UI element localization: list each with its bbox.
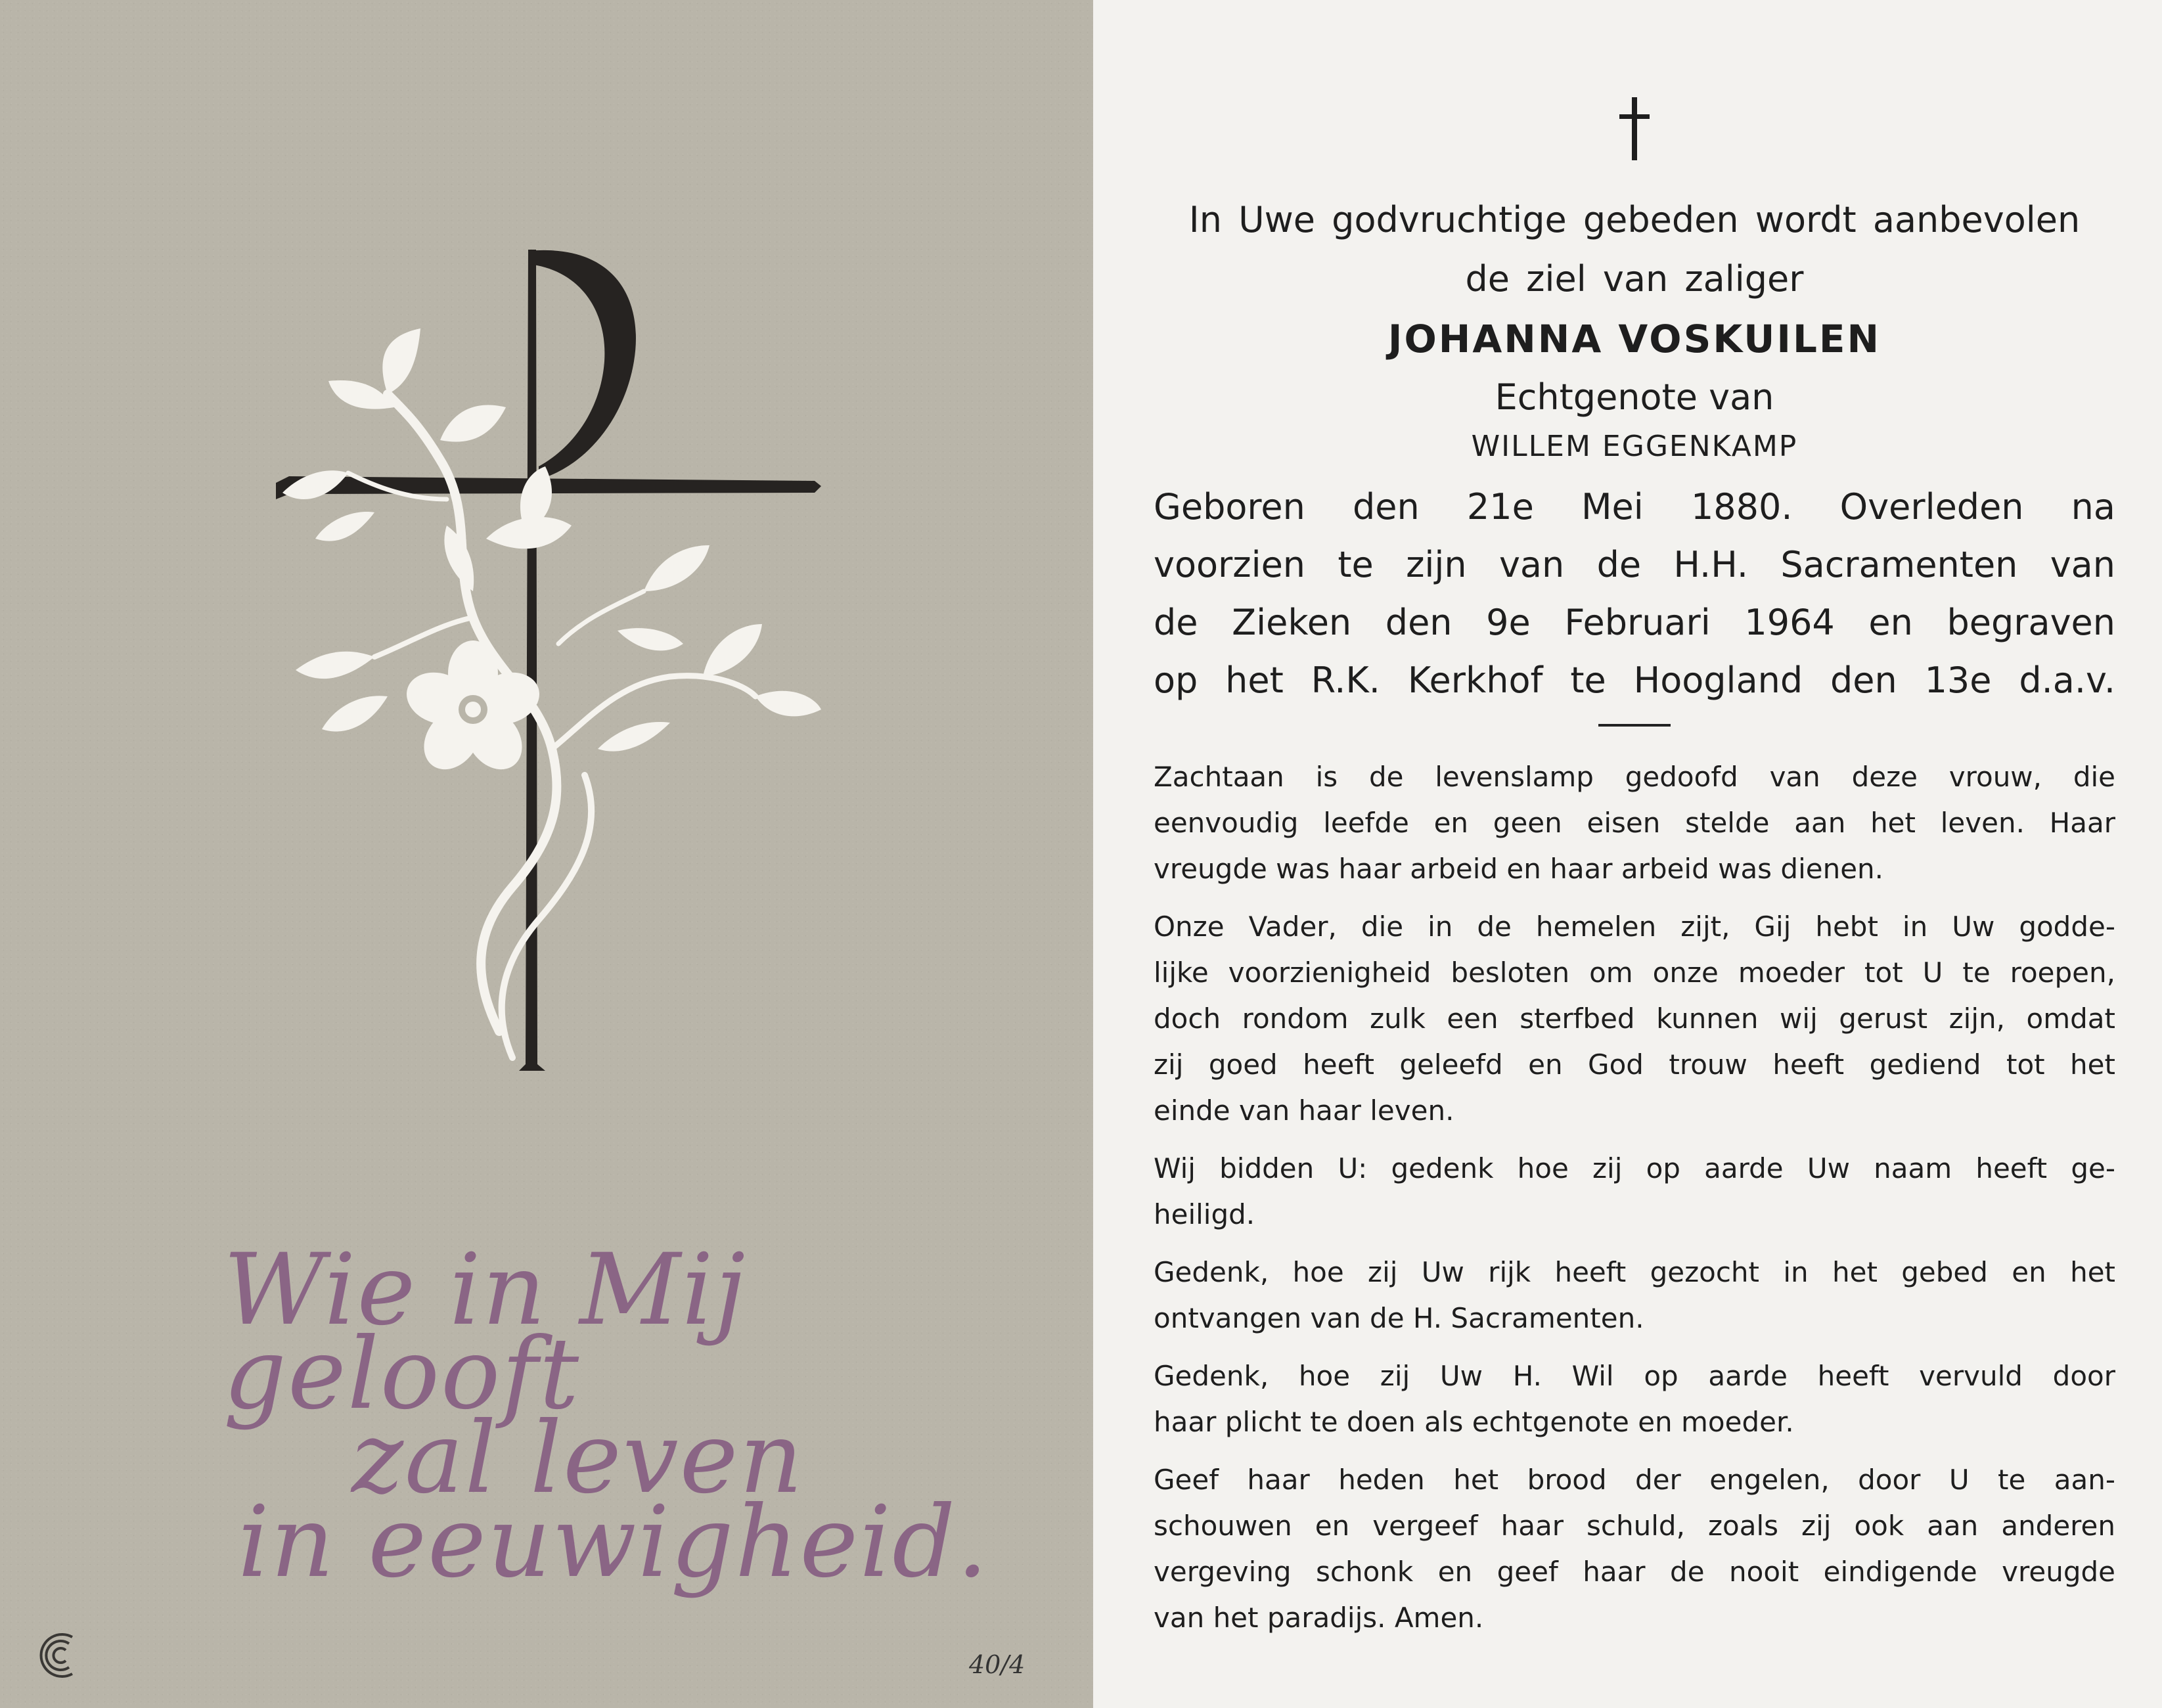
paragraph-line: haar plicht te doen als echtgenote en moeder.: [1154, 1406, 1794, 1438]
paragraph-line: Wij bidden U: gedenk hoe zij op aarde Uw naam heeft ge-: [1154, 1152, 2115, 1184]
verse-line-3: in eeuwigheid.: [238, 1485, 989, 1600]
obituary-text: [1154, 191, 2115, 1653]
paragraph-line: vreugde was haar arbeid en haar arbeid was dienen.: [1154, 853, 1884, 885]
paragraph-line: zij goed heeft geleefd en God trouw heeft gediend tot het: [1154, 1048, 2115, 1081]
paragraph-line: heiligd.: [1154, 1198, 1255, 1230]
scripture-verse: [223, 1233, 1012, 1600]
verse-line-2: zal leven: [351, 1401, 804, 1516]
paragraph-line: eenvoudig leefde en geen eisen stelde aan het leven. Haar: [1154, 807, 2115, 839]
latin-cross-icon: [1618, 97, 1651, 160]
deceased-name: JOHANNA VOSKUILEN: [1387, 317, 1881, 361]
paragraph-line: doch rondom zulk een sterfbed kunnen wij gerust zijn, omdat: [1154, 1002, 2115, 1035]
dates-line: de Zieken den 9e Februari 1964 en begraven: [1154, 602, 2115, 643]
intro-line-2: de ziel van zaliger: [1465, 258, 1804, 300]
paragraph-3: [1154, 1146, 2115, 1238]
right-panel: [1093, 0, 2162, 1708]
paragraph-line: einde van haar leven.: [1154, 1094, 1454, 1127]
paragraph-line: Gedenk, hoe zij Uw H. Wil op aarde heeft vervuld door: [1154, 1360, 2115, 1392]
flower-vine-icon: [348, 394, 755, 1058]
paragraph-5: [1154, 1353, 2115, 1445]
dates-block: [1154, 478, 2115, 709]
verse-line-1: Wie in Mij gelooft: [223, 1233, 747, 1431]
paragraph-line: Onze Vader, die in de hemelen zijt, Gij hebt in Uw godde-: [1154, 910, 2115, 943]
paragraph-line: schouwen en vergeef haar schuld, zoals zij ook aan anderen: [1154, 1510, 2115, 1542]
dates-line: voorzien te zijn van de H.H. Sacramenten van: [1154, 544, 2115, 585]
spouse-of-label: Echtgenote van: [1495, 376, 1774, 418]
dates-line: op het R.K. Kerkhof te Hoogland den 13e d.a.v.: [1154, 660, 2115, 701]
paragraph-1: [1154, 754, 2115, 892]
publisher-mark-icon: [33, 1629, 79, 1682]
paragraph-line: ontvangen van de H. Sacramenten.: [1154, 1302, 1644, 1334]
paragraph-line: Geef haar heden het brood der engelen, door U te aan-: [1154, 1464, 2115, 1496]
separator-line: [1598, 724, 1671, 727]
dates-line: Geboren den 21e Mei 1880. Overleden na: [1154, 486, 2115, 528]
paragraph-line: vergeving schonk en geef haar de nooit eindigende vreugde: [1154, 1556, 2115, 1588]
paragraph-line: Gedenk, hoe zij Uw rijk heeft gezocht in het gebed en het: [1154, 1256, 2115, 1288]
chi-rho-cross-icon: [276, 223, 828, 1090]
paragraph-line: van het paradijs. Amen.: [1154, 1602, 1484, 1634]
paragraph-6: [1154, 1457, 2115, 1641]
spouse-name: WILLEM EGGENKAMP: [1471, 430, 1798, 463]
paragraph-4: [1154, 1249, 2115, 1341]
intro-line-1: In Uwe godvruchtige gebeden wordt aanbevolen: [1188, 199, 2081, 240]
paragraph-line: Zachtaan is de levenslamp gedoofd van deze vrouw, die: [1154, 761, 2115, 793]
paragraph-line: lijke voorzienigheid besloten om onze moeder tot U te roepen,: [1154, 956, 2115, 989]
paragraph-2: [1154, 904, 2115, 1134]
printer-code: 40/4: [969, 1650, 1025, 1679]
